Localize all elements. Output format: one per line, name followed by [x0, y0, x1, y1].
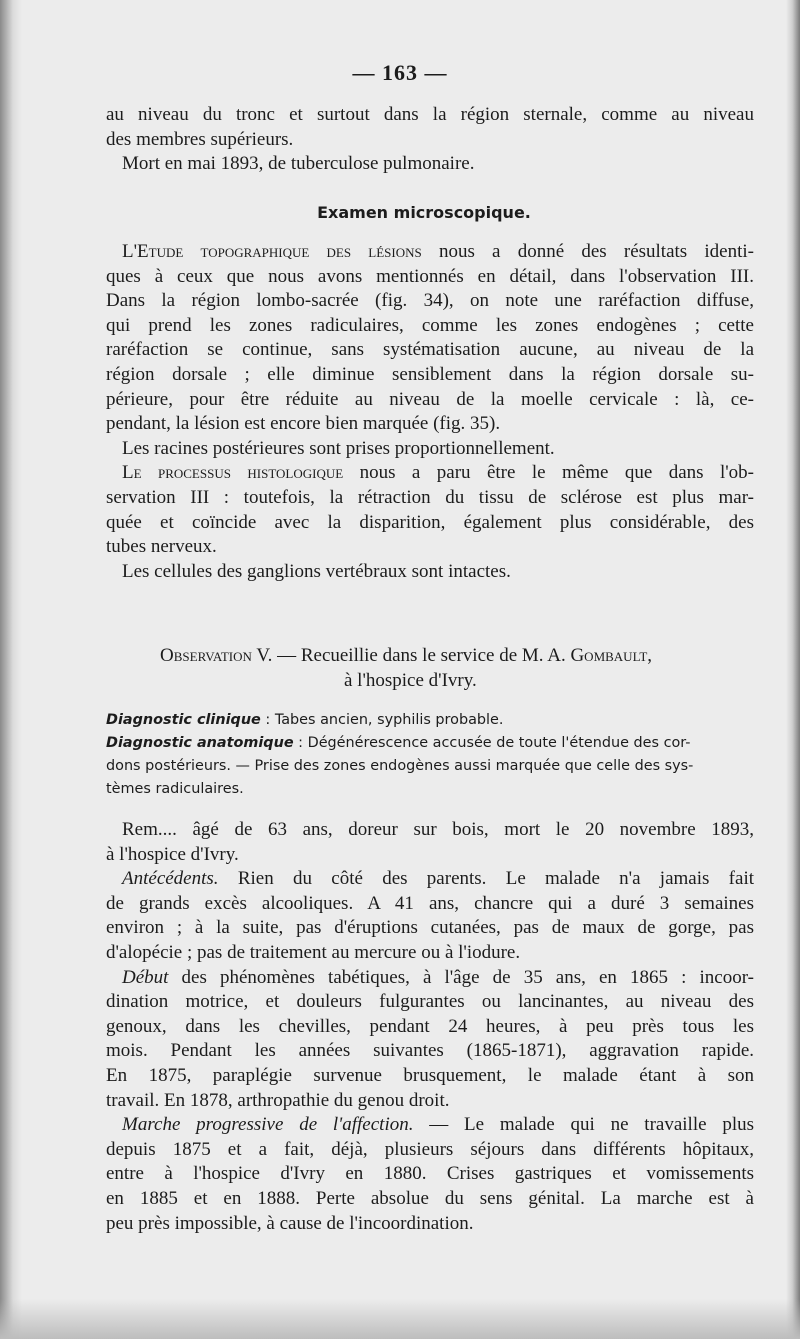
text-line: des membres supérieurs. [106, 128, 294, 150]
text-line: genoux, dans les chevilles, pendant 24 heures, à peu près tous les [106, 1015, 754, 1037]
text-line: qui prend les zones radiculaires, comme les zones endogènes ; cette [106, 314, 754, 336]
case-history [106, 818, 754, 1236]
page-number: — 163 — [352, 60, 448, 85]
text-line: entre à l'hospice d'Ivry en 1880. Crises gastriques et vomissements [106, 1163, 754, 1185]
antecedents-first-line: Rien du côté des parents. Le malade n'a jamais fait [218, 868, 754, 890]
text-line: en 1885 et en 1888. Perte absolue du sens génital. La marche est à [106, 1187, 754, 1209]
page-gutter-shadow [0, 0, 22, 1339]
text-line: Dans la région lombo-sacrée (fig. 34), on note une raréfaction diffuse, [106, 290, 754, 312]
clinical-diagnosis-text: : Tabes ancien, syphilis probable. [260, 712, 504, 728]
anatomical-diagnosis [106, 732, 754, 755]
page-edge-shadow [786, 0, 800, 1339]
intro-paragraph [106, 103, 754, 177]
anatomical-diagnosis-cont: tèmes radiculaires. [106, 781, 244, 797]
text-line: dination motrice, et douleurs fulgurantes ou lancinantes, au niveau des [106, 991, 754, 1013]
findings-paragraphs [106, 240, 754, 584]
anatomical-diagnosis-label: Diagnostic anatomique [106, 735, 294, 751]
text-line: mois. Pendant les années suivantes (1865-1871), aggravation rapide. [106, 1040, 754, 1062]
observation-number: V. — Recueillie dans le service de M. A. [251, 645, 571, 666]
debut-label: Début [122, 966, 169, 988]
text-line: Mort en mai 1893, de tuberculose pulmonaire. [122, 153, 475, 175]
observation-label: Observation [160, 645, 252, 666]
text-line: à l'hospice d'Ivry. [106, 843, 239, 865]
text-line [106, 1113, 754, 1138]
text-line [106, 966, 754, 991]
text-line: En 1875, paraplégie survenue brusquement, le malade étant à son [106, 1064, 754, 1086]
text-line [106, 461, 754, 486]
text-line: de grands excès alcooliques. A 41 ans, chancre qui a duré 3 semaines [106, 892, 754, 914]
antecedents-label: Antécédents. [122, 868, 219, 890]
text-line: périeure, pour être réduite au niveau de la moelle cervicale : là, ce- [106, 388, 754, 410]
study-first-line: nous a donné des résultats identi- [421, 241, 754, 262]
text-line: ques à ceux que nous avons mentionnés en détail, dans l'observation III. [106, 265, 754, 287]
marche-first-line: — Le malade qui ne travaille plus [413, 1114, 754, 1136]
text-line: Les cellules des ganglions vertébraux sont intactes. [122, 560, 511, 582]
observation-title-line [106, 644, 754, 669]
study-lead: L'Etude topographique des lésions [122, 241, 422, 262]
text-line: environ ; à la suite, pas d'éruptions cutanées, pas de maux de gorge, pas [106, 917, 754, 939]
anatomical-diagnosis-text: : Dégénérescence accusée de toute l'étendue des cor- [293, 735, 691, 751]
text-line: Rem.... âgé de 63 ans, doreur sur bois, mort le 20 novembre 1893, [122, 819, 754, 840]
observation-place: à l'hospice d'Ivry. [344, 669, 477, 691]
text-line: quée et coïncide avec la disparition, également plus considérable, des [106, 511, 754, 533]
clinical-diagnosis [106, 709, 754, 732]
text-line: peu près impossible, à cause de l'incoordination. [106, 1212, 474, 1234]
text-line [106, 240, 754, 265]
anatomical-diagnosis-cont: dons postérieurs. — Prise des zones endogènes aussi marquée que celle des sys- [106, 758, 694, 774]
text-line: servation III : toutefois, la rétraction du tissu de sclérose est plus mar- [106, 486, 754, 508]
text-line: depuis 1875 et a fait, déjà, plusieurs séjours dans différents hôpitaux, [106, 1138, 754, 1160]
observation-title [106, 644, 754, 693]
text-line [106, 867, 754, 892]
text-line: raréfaction se continue, sans systématisation aucune, au niveau de la [106, 339, 754, 361]
diagnosis-block [106, 709, 754, 801]
text-line: pendant, la lésion est encore bien marquée (fig. 35). [106, 413, 501, 435]
page-bottom-shadow [0, 1299, 800, 1339]
section-heading: Examen microscopique. [317, 203, 531, 222]
debut-first-line: des phénomènes tabétiques, à l'âge de 35 ans, en 1865 : incoor- [168, 966, 754, 988]
text-line: région dorsale ; elle diminue sensiblement dans la région dorsale su- [106, 363, 754, 385]
process-first-line: nous a paru être le même que dans l'ob- [343, 462, 754, 484]
clinical-diagnosis-label: Diagnostic clinique [106, 712, 261, 728]
text-line: au niveau du tronc et surtout dans la région sternale, comme au niveau [106, 104, 754, 125]
text-line: tubes nerveux. [106, 536, 217, 558]
process-lead: Le processus histologique [122, 462, 344, 484]
text-line: travail. En 1878, arthropathie du genou droit. [106, 1089, 450, 1111]
marche-label: Marche progressive de l'affection. [122, 1114, 414, 1136]
text-line: d'alopécie ; pas de traitement au mercure ou à l'iodure. [106, 941, 521, 963]
text-line: Les racines postérieures sont prises proportionnellement. [122, 437, 555, 459]
observation-doctor: Gombault, [570, 645, 653, 666]
